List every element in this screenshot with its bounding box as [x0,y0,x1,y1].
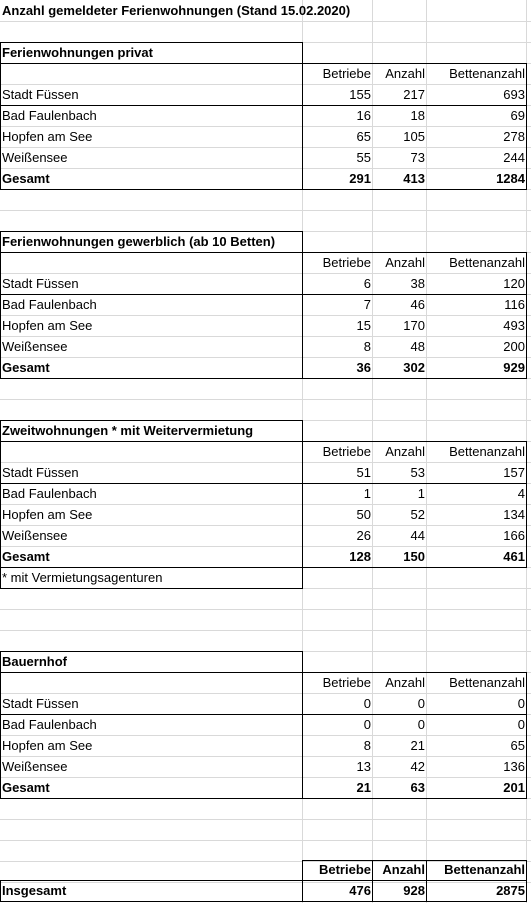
table-cell: 1 [417,486,425,501]
table-cell: 693 [503,87,525,102]
table-cell: 493 [503,318,525,333]
table-cell: 157 [503,465,525,480]
row-label: Bad Faulenbach [2,108,97,123]
row-label: Bad Faulenbach [2,486,97,501]
table-cell: 42 [410,759,425,774]
total-cell: 201 [503,780,525,795]
grand-total-label: Insgesamt [2,883,67,898]
table-cell: 18 [410,108,425,123]
table-border [302,252,527,253]
grid-line [0,630,531,631]
table-cell: 0 [363,696,371,711]
table-border [302,252,303,379]
section-title: Ferienwohnungen gewerblich (ab 10 Betten) [2,234,276,249]
table-border [302,63,527,64]
table-cell: 0 [517,696,525,711]
table-border [302,441,303,568]
table-cell: 1 [363,486,371,501]
table-border [526,252,527,379]
column-header: Betriebe [322,444,371,459]
table-cell: 16 [356,108,371,123]
table-cell: 21 [410,738,425,753]
row-label: Bad Faulenbach [2,297,97,312]
grand-total-cell: 928 [403,883,425,898]
table-cell: 6 [363,276,371,291]
total-cell: 291 [349,171,371,186]
table-cell: 116 [504,297,525,312]
total-cell: 461 [503,549,525,564]
table-cell: 136 [503,759,525,774]
section-title: Zweitwohnungen * mit Weitervermietung [2,423,254,438]
table-cell: 0 [517,717,525,732]
table-cell: 8 [363,339,371,354]
total-cell: 128 [349,549,371,564]
footnote: * mit Vermietungsagenturen [2,570,163,585]
table-cell: 244 [503,150,525,165]
table-cell: 166 [503,528,525,543]
row-label: Weißensee [2,759,68,774]
table-cell: 44 [410,528,425,543]
table-border [302,441,527,442]
grand-total-cell: 476 [349,883,371,898]
column-header: Bettenanzahl [449,66,525,81]
grid-line [0,609,531,610]
table-cell: 200 [503,339,525,354]
column-header: Betriebe [322,675,371,690]
table-cell: 65 [356,129,371,144]
table-cell: 38 [410,276,425,291]
table-cell: 55 [356,150,371,165]
table-cell: 26 [356,528,371,543]
column-header: Bettenanzahl [449,444,525,459]
row-label: Hopfen am See [2,129,93,144]
row-label: Stadt Füssen [2,276,79,291]
table-border [0,63,1,190]
total-cell: 21 [356,780,371,795]
table-cell: 69 [510,108,525,123]
column-header: Anzahl [382,862,425,877]
table-cell: 155 [349,87,371,102]
table-border [0,252,1,379]
grid-line [0,819,531,820]
total-cell: 63 [410,780,425,795]
column-header: Anzahl [385,255,425,270]
table-cell: 73 [410,150,425,165]
row-label: Weißensee [2,528,68,543]
column-header: Betriebe [322,66,371,81]
grand-total-cell: 2875 [496,883,525,898]
column-header: Anzahl [385,66,425,81]
table-border [526,63,527,190]
row-label: Stadt Füssen [2,696,79,711]
table-cell: 50 [356,507,371,522]
table-border [526,672,527,799]
table-cell: 65 [510,738,525,753]
table-cell: 46 [410,297,425,312]
table-cell: 170 [403,318,425,333]
section-title: Bauernhof [2,654,67,669]
grid-line [0,840,531,841]
table-cell: 0 [417,696,425,711]
row-label: Bad Faulenbach [2,717,97,732]
table-cell: 51 [356,465,371,480]
total-label: Gesamt [2,780,50,795]
table-border [302,672,527,673]
total-cell: 150 [403,549,425,564]
grid-line [0,399,531,400]
table-cell: 0 [417,717,425,732]
table-cell: 105 [403,129,425,144]
table-cell: 120 [503,276,525,291]
total-label: Gesamt [2,171,50,186]
column-header: Anzahl [385,675,425,690]
total-cell: 929 [503,360,525,375]
table-cell: 48 [410,339,425,354]
table-border [0,441,1,568]
total-cell: 1284 [496,171,525,186]
section-title: Ferienwohnungen privat [2,45,153,60]
total-label: Gesamt [2,360,50,375]
column-header: Anzahl [385,444,425,459]
column-header: Betriebe [318,862,371,877]
column-header: Betriebe [322,255,371,270]
table-cell: 278 [503,129,525,144]
table-border [302,63,303,190]
table-cell: 217 [403,87,425,102]
row-label: Hopfen am See [2,738,93,753]
table-border [526,441,527,568]
table-cell: 15 [356,318,371,333]
table-cell: 13 [356,759,371,774]
row-label: Stadt Füssen [2,87,79,102]
table-border [302,672,303,799]
column-header: Bettenanzahl [444,862,525,877]
row-label: Weißensee [2,150,68,165]
column-header: Bettenanzahl [449,675,525,690]
row-label: Weißensee [2,339,68,354]
table-cell: 4 [517,486,525,501]
table-cell: 134 [503,507,525,522]
table-cell: 0 [363,717,371,732]
row-label: Hopfen am See [2,318,93,333]
table-cell: 7 [363,297,371,312]
total-cell: 413 [403,171,425,186]
table-border [0,672,1,799]
table-cell: 8 [363,738,371,753]
total-cell: 302 [403,360,425,375]
table-cell: 52 [410,507,425,522]
total-label: Gesamt [2,549,50,564]
table-cell: 53 [410,465,425,480]
grid-line [0,210,531,211]
page-title: Anzahl gemeldeter Ferienwohnungen (Stand 15.02.2020) [2,3,351,18]
row-label: Hopfen am See [2,507,93,522]
column-header: Bettenanzahl [449,255,525,270]
total-cell: 36 [356,360,371,375]
row-label: Stadt Füssen [2,465,79,480]
